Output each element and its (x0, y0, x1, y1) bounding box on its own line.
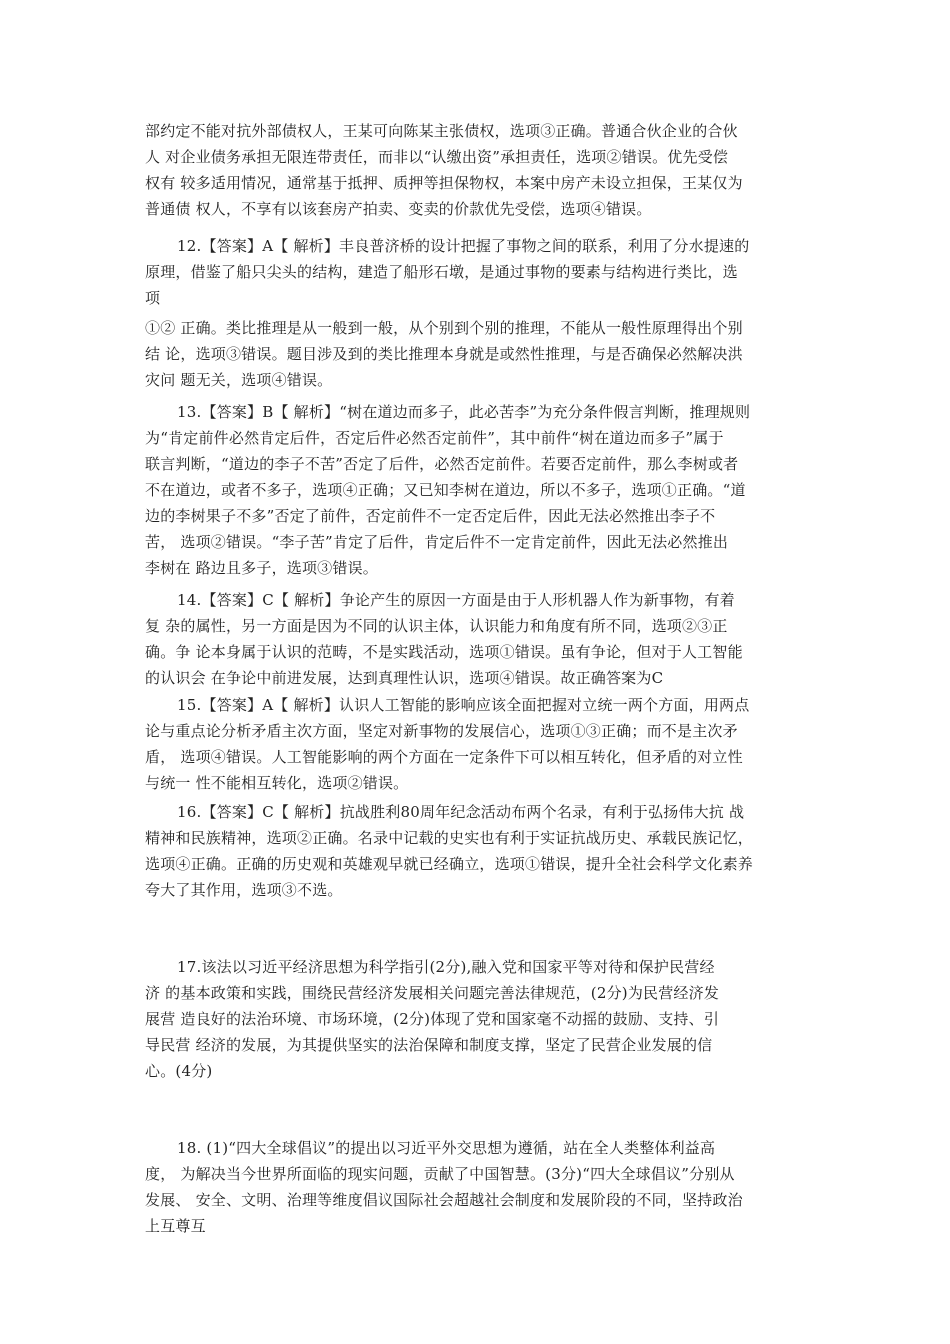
text-line: 14.【答案】C【 解析】争论产生的原因一方面是由于人形机器人作为新事物，有着 (177, 591, 735, 609)
text-line: 边的李树果子不多”否定了前件，否定前件不一定否定后件，因此无法必然推出李子不 (145, 507, 716, 525)
text-line: 16.【答案】C【 解析】抗战胜利80周年纪念活动布两个名录，有利于弘扬伟大抗 战 (177, 803, 745, 821)
text-line: 苦， 选项②错误。“李子苦”肯定了后件，肯定后件不一定肯定前件，因此无法必然推出 (145, 533, 729, 551)
text-line: 部约定不能对抗外部债权人，王某可向陈某主张债权，选项③正确。普通合伙企业的合伙 (145, 122, 738, 140)
text-line: 精神和民族精神，选项②正确。名录中记载的史实也有利于实证抗战历史、承载民族记忆， (145, 829, 754, 847)
text-line: 论与重点论分析矛盾主次方面，坚定对新事物的发展信心，选项①③正确；而不是主次矛 (145, 722, 738, 740)
text-line: 导民营 经济的发展，为其提供坚实的法治保障和制度支撑，坚定了民营企业发展的信 (145, 1036, 713, 1054)
paragraph-answer-16 (145, 799, 817, 903)
paragraph-answer-18 (145, 1135, 817, 1239)
paragraph-answer-17 (145, 954, 817, 1084)
text-line: 的认识会 在争论中前进发展，达到真理性认识，选项④错误。故正确答案为C (145, 669, 664, 687)
text-line: 发展、 安全、文明、治理等维度倡议国际社会超越社会制度和发展阶段的不同，坚持政治 (145, 1191, 743, 1209)
text-line: 济 的基本政策和实践，围绕民营经济发展相关问题完善法律规范，(2分)为民营经济发 (145, 984, 720, 1002)
paragraph-continuation (145, 118, 817, 222)
text-line: 上互尊互 (145, 1217, 206, 1235)
text-line: 13.【答案】B【 解析】“树在道边而多子，此必苦李”为充分条件假言判断，推理规则 (177, 403, 751, 421)
text-line: 联言判断，“道边的李子不苦”否定了后件，必然否定前件。若要否定前件，那么李树或者 (145, 455, 739, 473)
text-line: 15.【答案】A【 解析】认识人工智能的影响应该全面把握对立统一两个方面，用两点 (177, 696, 750, 714)
text-line: ①② 正确。类比推理是从一般到一般，从个别到个别的推理，不能从一般性原理得出个别 (145, 319, 743, 337)
text-line: 人 对企业债务承担无限连带责任，而非以“认缴出资”承担责任，选项②错误。优先受偿 (145, 148, 729, 166)
text-line: 项 (145, 289, 161, 307)
paragraph-answer-14 (145, 587, 817, 691)
text-line: 为“肯定前件必然肯定后件，否定后件必然否定前件”，其中前件“树在道边而多子”属于 (145, 429, 724, 447)
text-line: 不在道边，或者不多子，选项④正确；又已知李树在道边，所以不多子，选项①正确。“道 (145, 481, 746, 499)
paragraph-answer-12 (145, 233, 817, 311)
paragraph-answer-13 (145, 399, 817, 581)
text-line: 17.该法以习近平经济思想为科学指引(2分),融入党和国家平等对待和保护民营经 (177, 958, 715, 976)
text-line: 复 杂的属性，另一方面是因为不同的认识主体，认识能力和角度有所不同，选项②③正 (145, 617, 728, 635)
text-line: 确。争 论本身属于认识的范畴，不是实践活动，选项①错误。虽有争论，但对于人工智能 (145, 643, 743, 661)
text-line: 度， 为解决当今世界所面临的现实问题，贡献了中国智慧。(3分)“四大全球倡议”分别从 (145, 1165, 735, 1183)
text-line: 灾问 题无关，选项④错误。 (145, 371, 333, 389)
text-line: 12.【答案】A【 解析】丰良普济桥的设计把握了事物之间的联系，利用了分水提速的 (177, 237, 750, 255)
text-line: 李树在 路边且多子，选项③错误。 (145, 559, 378, 577)
text-line: 普通债 权人，不享有以该套房产拍卖、变卖的价款优先受偿，选项④错误。 (145, 200, 652, 218)
text-line: 结 论，选项③错误。题目涉及到的类比推理本身就是或然性推理，与是否确保必然解决洪 (145, 345, 743, 363)
text-line: 选项④正确。正确的历史观和英雄观早就已经确立，选项①错误，提升全社会科学文化素养 (145, 855, 754, 873)
text-line: 盾， 选项④错误。人工智能影响的两个方面在一定条件下可以相互转化，但矛盾的对立性 (145, 748, 743, 766)
paragraph-answer-15 (145, 692, 817, 796)
paragraph-answer-12-continued (145, 315, 817, 393)
text-line: 18. (1)“四大全球倡议”的提出以习近平外交思想为遵循，站在全人类整体利益高 (177, 1139, 716, 1157)
text-line: 原理，借鉴了船只尖头的结构，建造了船形石墩，是通过事物的要素与结构进行类比，选 (145, 263, 738, 281)
text-line: 权有 较多适用情况，通常基于抵押、质押等担保物权，本案中房产未设立担保，王某仅为 (145, 174, 743, 192)
text-line: 夸大了其作用，选项③不选。 (145, 881, 343, 899)
text-line: 展营 造良好的法治环境、市场环境，(2分)体现了党和国家毫不动摇的鼓励、支持、引 (145, 1010, 720, 1028)
text-line: 心。(4分) (145, 1062, 213, 1080)
text-line: 与统一 性不能相互转化，选项②错误。 (145, 774, 409, 792)
